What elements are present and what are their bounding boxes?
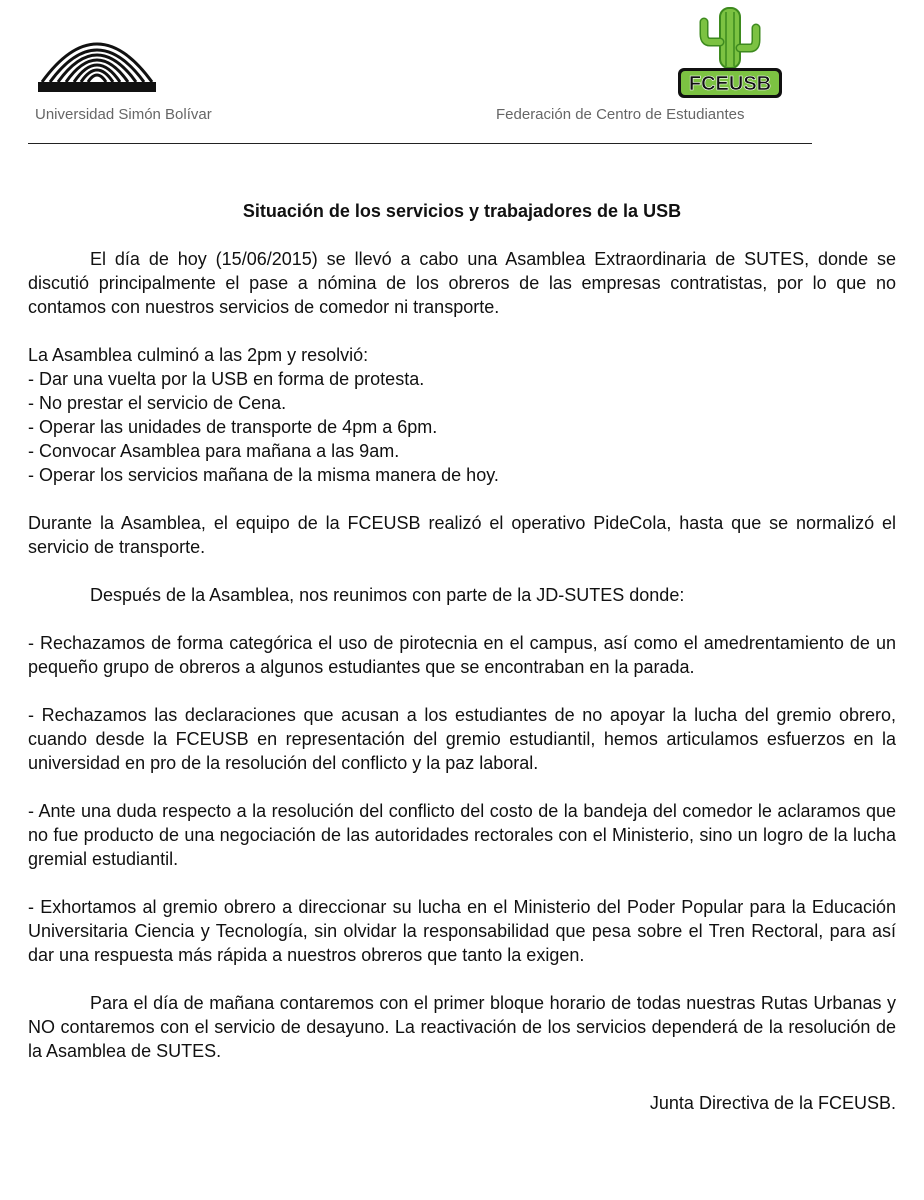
header-divider bbox=[28, 143, 812, 144]
resolution-list bbox=[28, 343, 896, 487]
document-title: Situación de los servicios y trabajadores de la USB bbox=[242, 201, 682, 221]
intro-paragraph: El día de hoy (15/06/2015) se llevó a cabo una Asamblea Extraordinaria de SUTES, donde se discutió principalmente el pase a nómina de los obreros de las empresas contratistas, por lo que no contamos con nuestros servicios de comedor ni transporte. bbox=[28, 249, 896, 317]
list-item: - Operar los servicios mañana de la misma manera de hoy. bbox=[28, 465, 499, 485]
usb-logo-icon bbox=[38, 14, 156, 96]
point-paragraph: - Rechazamos las declaraciones que acusan a los estudiantes de no apoyar la lucha del gremio obrero, cuando desde la FCEUSB en representación del gremio estudiantil, hemos articulamos esfuerzos en la universidad en pro de la resolución del conflicto y la paz laboral. bbox=[28, 705, 896, 773]
list-item: - Dar una vuelta por la USB en forma de protesta. bbox=[28, 369, 425, 389]
during-paragraph: Durante la Asamblea, el equipo de la FCEUSB realizó el operativo PideCola, hasta que se normalizó el servicio de transporte. bbox=[28, 513, 896, 557]
point-paragraph: - Ante una duda respecto a la resolución del conflicto del costo de la bandeja del comedor le aclaramos que no fue producto de una negociación de las autoridades rectorales con el Ministerio, sino un logro de la lucha gremial estudiantil. bbox=[28, 801, 896, 869]
list-item: - Convocar Asamblea para mañana a las 9am. bbox=[28, 441, 400, 461]
list-item: - Operar las unidades de transporte de 4pm a 6pm. bbox=[28, 417, 438, 437]
federation-name: Federación de Centro de Estudiantes bbox=[496, 106, 745, 123]
point-paragraph: - Exhortamos al gremio obrero a direccionar su lucha en el Ministerio del Poder Popular para la Educación Universitaria Ciencia y Tecnología, sin olvidar la responsabilidad que pesa sobre el Tren Rectoral, para así dar una respuesta más rápida a nuestros obreros que tanto la exigen. bbox=[28, 897, 896, 965]
after-paragraph: Después de la Asamblea, nos reunimos con parte de la JD-SUTES donde: bbox=[90, 585, 685, 605]
fceusb-logo bbox=[668, 4, 792, 102]
fceusb-logo-text: FCEUSB bbox=[688, 73, 772, 95]
cactus-icon bbox=[704, 8, 756, 68]
list-item: - No prestar el servicio de Cena. bbox=[28, 393, 287, 413]
tomorrow-paragraph: Para el día de mañana contaremos con el primer bloque horario de todas nuestras Rutas Urbanas y NO contaremos con el servicio de desayuno. La reactivación de los servicios dependerá de la resolución de la Asamblea de SUTES. bbox=[28, 993, 896, 1061]
signature: Junta Directiva de la FCEUSB. bbox=[649, 1093, 896, 1113]
point-paragraph: - Rechazamos de forma categórica el uso de pirotecnia en el campus, así como el amedrentamiento de un pequeño grupo de obreros a algunos estudiantes que se encontraban en la parada. bbox=[28, 633, 896, 677]
university-name: Universidad Simón Bolívar bbox=[35, 106, 212, 123]
document-body bbox=[28, 247, 896, 1115]
resolution-intro: La Asamblea culminó a las 2pm y resolvió: bbox=[28, 345, 369, 365]
